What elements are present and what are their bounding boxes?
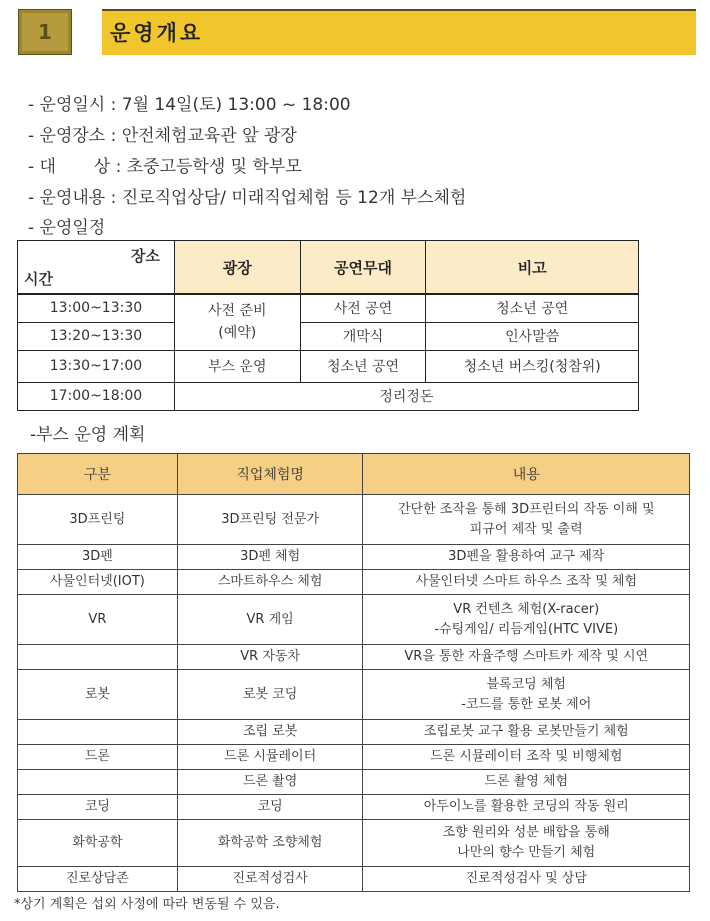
table-row: [18, 820, 690, 867]
content-line: VR 컨텐츠 체험(X-racer): [453, 601, 600, 617]
table-row: [18, 867, 690, 892]
table-row: [18, 495, 690, 545]
info-date: - 운영일시 : 7월 14일(토) 13:00 ~ 18:00: [28, 95, 351, 115]
booth-job: 진로적성검사: [177, 867, 363, 892]
booth-content: [363, 670, 690, 720]
schedule-note-2: 인사말씀: [426, 322, 639, 350]
schedule-stage-2: 개막식: [300, 322, 426, 350]
booth-content: 아두이노를 활용한 코딩의 작동 원리: [363, 795, 690, 820]
table-row: [18, 545, 690, 570]
section-header: [18, 9, 696, 55]
booth-cat: 로봇: [18, 670, 178, 720]
content-line: 간단한 조작을 통해 3D프린터의 작동 이해 및: [397, 501, 655, 517]
schedule-header-stage: 공연무대: [300, 241, 426, 295]
booth-job: 로봇 코딩: [177, 670, 363, 720]
table-row: [18, 570, 690, 595]
section-title-box: [102, 9, 696, 55]
booth-header-job: 직업체험명: [177, 454, 363, 495]
table-row: [18, 795, 690, 820]
booth-content: [363, 595, 690, 645]
schedule-table: [17, 240, 639, 411]
corner-time-label: 시간: [24, 270, 53, 288]
content-line: 블록코딩 체험: [486, 676, 566, 692]
booth-content: 진로적성검사 및 상담: [363, 867, 690, 892]
booth-cat: 3D프린팅: [18, 495, 178, 545]
info-schedule-label: - 운영일정: [28, 218, 106, 238]
booth-table: [17, 453, 690, 892]
content-line: 나만의 향수 만들기 체험: [457, 845, 596, 860]
booth-content: 드론 촬영 체험: [363, 770, 690, 795]
booth-content: [363, 820, 690, 867]
plaza-prep-line2: (예약): [218, 325, 257, 342]
booth-content: 드론 시뮬레이터 조작 및 비행체험: [363, 745, 690, 770]
info-target: - 대 상 : 초중고등학생 및 학부모: [28, 157, 302, 177]
schedule-stage-3: 청소년 공연: [300, 350, 426, 382]
booth-cat: 3D펜: [18, 545, 178, 570]
corner-place-label: 장소: [130, 247, 160, 265]
schedule-time-4: 17:00~18:00: [18, 382, 175, 410]
booth-job: 3D펜 체험: [177, 545, 363, 570]
schedule-plaza-prep: [174, 294, 300, 350]
content-line: -슈팅게임/ 리듬게임(HTC VIVE): [434, 621, 619, 637]
info-place: - 운영장소 : 안전체험교육관 앞 광장: [28, 126, 297, 146]
content-line: 피규어 제작 및 출력: [469, 521, 583, 537]
booth-cat: [18, 720, 178, 745]
table-row: [18, 720, 690, 745]
booth-job: 화학공학 조향체험: [177, 820, 363, 867]
booth-cat: 진로상담존: [18, 867, 178, 892]
booth-job: 코딩: [177, 795, 363, 820]
booth-content: 사물인터넷 스마트 하우스 조작 및 체험: [363, 570, 690, 595]
table-row: [18, 595, 690, 645]
footnote: *상기 계획은 섭외 사정에 따라 변동될 수 있음.: [14, 897, 280, 912]
booth-content: 3D펜을 활용하여 교구 제작: [363, 545, 690, 570]
booth-content: 조립로봇 교구 활용 로봇만들기 체험: [363, 720, 690, 745]
schedule-corner-cell: [18, 241, 175, 295]
booth-plan-title: -부스 운영 계획: [30, 425, 146, 445]
schedule-header-plaza: 광장: [174, 241, 300, 295]
booth-content: VR을 통한 자율주행 스마트카 제작 및 시연: [363, 645, 690, 670]
booth-header-content: 내용: [363, 454, 690, 495]
content-line: -코드를 통한 로봇 제어: [461, 696, 592, 712]
schedule-time-3: 13:30~17:00: [18, 350, 175, 382]
booth-cat: 코딩: [18, 795, 178, 820]
booth-cat: 드론: [18, 745, 178, 770]
booth-cat: 사물인터넷(IOT): [18, 570, 178, 595]
booth-cat: [18, 645, 178, 670]
booth-job: 드론 시뮬레이터: [177, 745, 363, 770]
schedule-header-note: 비고: [426, 241, 639, 295]
booth-cat: 화학공학: [18, 820, 178, 867]
booth-content: [363, 495, 690, 545]
booth-cat: VR: [18, 595, 178, 645]
section-number: 1: [18, 9, 72, 55]
schedule-time-1: 13:00~13:30: [18, 294, 175, 322]
schedule-note-1: 청소년 공연: [426, 294, 639, 322]
booth-job: VR 게임: [177, 595, 363, 645]
booth-job: 드론 촬영: [177, 770, 363, 795]
section-title: 운영개요: [110, 21, 204, 45]
schedule-note-3: 청소년 버스킹(청참위): [426, 350, 639, 382]
table-row: [18, 670, 690, 720]
table-row: [18, 645, 690, 670]
table-row: [18, 770, 690, 795]
schedule-final: 정리정돈: [174, 382, 638, 410]
booth-cat: [18, 770, 178, 795]
booth-header-category: 구분: [18, 454, 178, 495]
schedule-time-2: 13:20~13:30: [18, 322, 175, 350]
content-line: 조향 원리와 성분 배합을 통해: [442, 825, 610, 840]
schedule-plaza-booth: 부스 운영: [174, 350, 300, 382]
schedule-stage-1: 사전 공연: [300, 294, 426, 322]
info-content: - 운영내용 : 진로직업상담/ 미래직업체험 등 12개 부스체험: [28, 188, 467, 208]
booth-job: 조립 로봇: [177, 720, 363, 745]
booth-job: 3D프린팅 전문가: [177, 495, 363, 545]
booth-job: VR 자동차: [177, 645, 363, 670]
booth-job: 스마트하우스 체험: [177, 570, 363, 595]
table-row: [18, 745, 690, 770]
plaza-prep-line1: 사전 준비: [207, 303, 267, 320]
